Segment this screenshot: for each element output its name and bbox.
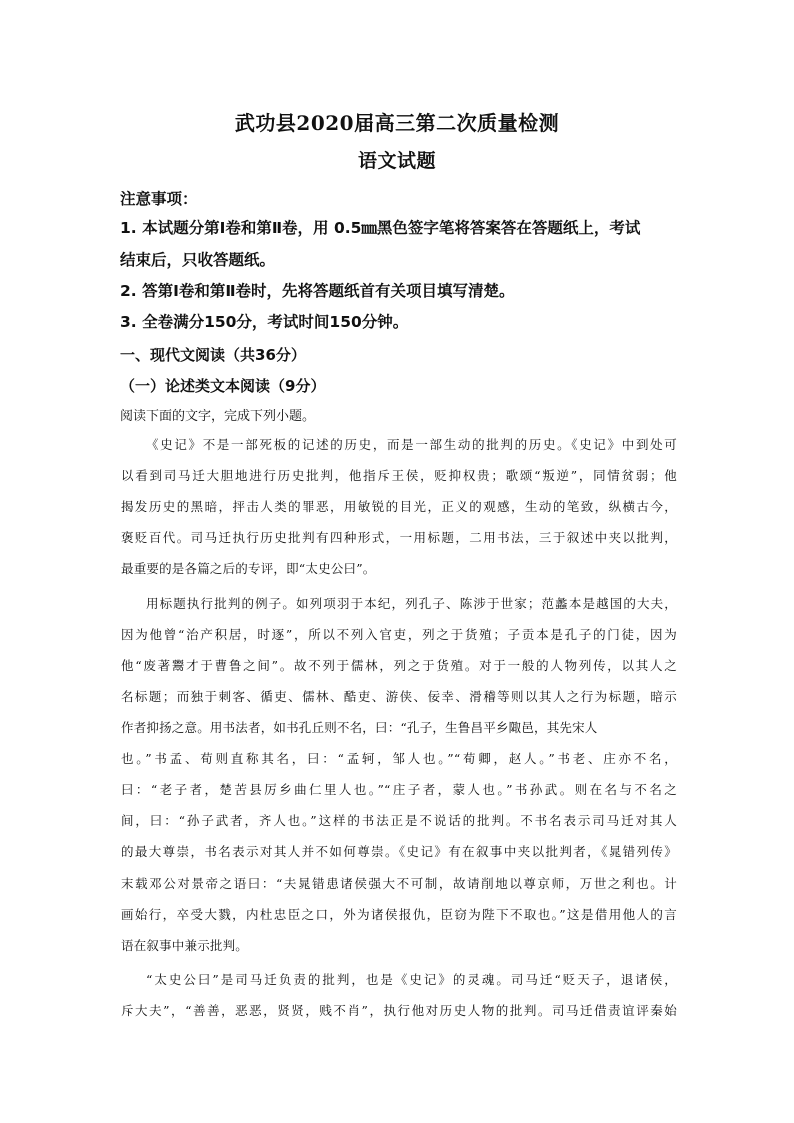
- passage-line: 也。”书孟、荀则直称其名，曰：“孟轲，邹人也。”“荀卿，赵人。”书老、庄亦不名，: [121, 751, 677, 766]
- notes-item-1-line-2: 结束后，只收答题纸。: [120, 251, 276, 269]
- page-title: 武功县2020届高三第二次质量检测: [234, 111, 560, 135]
- passage-line: 用标题执行批判的例子。如列项羽于本纪，列孔子、陈涉于世家；范蠡本是越国的大夫，: [146, 596, 677, 611]
- section-heading: 一、现代文阅读（共36分）: [120, 346, 306, 364]
- notes-item-1-line-1: 1. 本试题分第Ⅰ卷和第Ⅱ卷，用 0.5㎜黑色签字笔将答案答在答题纸上，考试: [120, 219, 641, 237]
- passage-line: 最重要的是各篇之后的专评，即“太史公曰”。: [121, 561, 376, 576]
- notes-item-3: 3. 全卷满分150分，考试时间150分钟。: [120, 313, 409, 331]
- notes-item-2: 2. 答第Ⅰ卷和第Ⅱ卷时，先将答题纸首有关项目填写清楚。: [120, 282, 515, 300]
- page-subtitle: 语文试题: [357, 150, 436, 172]
- passage-line: 语在叙事中兼示批判。: [121, 938, 249, 953]
- passage-line: 曰：“老子者，楚苦县厉乡曲仁里人也。”“庄子者，蒙人也。”书孙武。则在名与不名之: [121, 782, 677, 797]
- passage-line: 名标题；而独于刺客、循吏、儒林、酷吏、游侠、佞幸、滑稽等则以其人之行为标题，暗示: [121, 689, 677, 704]
- passage-line: 末载邓公对景帝之语曰：“夫晁错患诸侯强大不可制，故请削地以尊京师，万世之利也。计: [121, 876, 677, 891]
- passage-line: 的最大尊崇，书名表示对其人并不如何尊崇。《史记》有在叙事中夹以批判者，《晁错列传》: [121, 844, 677, 859]
- passage-line: 画始行，卒受大戮，内杜忠臣之口，外为诸侯报仇，臣窃为陛下不取也。”这是借用他人的言: [121, 907, 677, 922]
- passage-line: 褒贬百代。司马迁执行历史批判有四种形式，一用标题，二用书法，三于叙述中夹以批判，: [121, 530, 677, 545]
- passage-line: 《史记》不是一部死板的记述的历史，而是一部生动的批判的历史。《史记》中到处可: [146, 437, 677, 452]
- subsection-heading: （一）论述类文本阅读（9分）: [120, 377, 326, 395]
- instruction-text: 阅读下面的文字，完成下列小题。: [120, 409, 316, 424]
- passage-line: 揭发历史的黑暗，抨击人类的罪恶，用敏锐的目光，正义的观感，生动的笔致，纵横古今，: [121, 499, 677, 514]
- passage-line: 他“废著鬻才于曹鲁之间”。故不列于儒林，列之于货殖。对于一般的人物列传，以其人之: [121, 658, 677, 673]
- passage-line: 因为他曾“治产积居，时逐”，所以不列入官吏，列之于货殖；子贡本是孔子的门徒，因为: [121, 627, 677, 642]
- passage-line: 斥大夫”，“善善，恶恶，贤贤，贱不肖”，执行他对历史人物的批判。司马迁借责谊评秦始: [121, 1003, 677, 1018]
- passage-line: 间，曰：“孙子武者，齐人也。”这样的书法正是不说话的批判。不书名表示司马迁对其人: [121, 813, 677, 828]
- passage-line: 作者抑扬之意。用书法者，如书孔丘则不名，曰：“孔子，生鲁昌平乡陬邑，其先宋人: [121, 720, 598, 735]
- passage-line: “太史公曰”是司马迁负责的批判，也是《史记》的灵魂。司马迁“贬天子，退诸侯，: [146, 972, 677, 987]
- passage-line: 以看到司马迁大胆地进行历史批判，他指斥王侯，贬抑权贵；歌颂“叛逆”，同情贫弱；他: [121, 468, 677, 483]
- notes-heading: 注意事项：: [120, 190, 198, 208]
